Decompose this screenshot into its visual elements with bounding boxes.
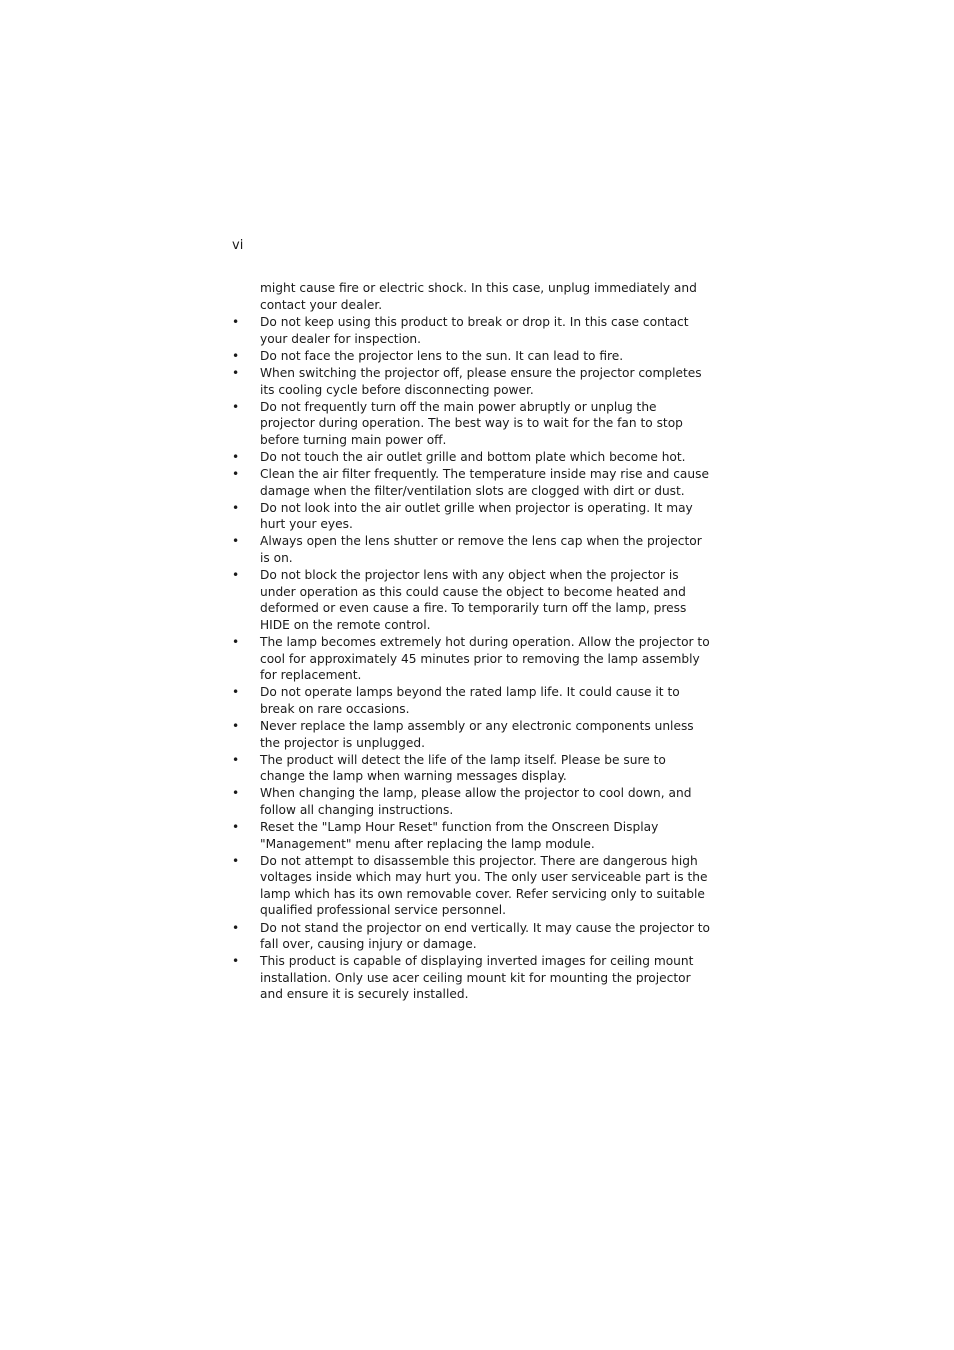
bullet-icon: •: [232, 820, 240, 834]
list-item-text: When changing the lamp, please allow the projector to cool down, and follow all changing instructions.: [260, 786, 692, 817]
list-item-text: The lamp becomes extremely hot during operation. Allow the projector to cool for approximately 45 minutes prior to removing the lamp assembly for replacement.: [260, 634, 710, 683]
list-item: [232, 684, 710, 717]
list-item: [232, 399, 710, 449]
bullet-icon: •: [232, 315, 240, 330]
bullet-icon: •: [232, 534, 240, 549]
list-item: [232, 533, 710, 566]
bullet-icon: •: [232, 568, 240, 583]
list-item-text: Do not keep using this product to break or drop it. In this case contact your dealer for inspection.: [260, 315, 689, 346]
list-item-text: The product will detect the life of the lamp itself. Please be sure to change the lamp when warning messages display.: [260, 752, 666, 784]
list-item-text: Do not face the projector lens to the sun. It can lead to fire.: [260, 348, 624, 363]
list-item: [232, 567, 710, 633]
list-item-text: When switching the projector off, please ensure the projector completes its cooling cycle before disconnecting power.: [260, 365, 702, 397]
list-item-text: Do not stand the projector on end vertically. It may cause the projector to fall over, causing injury or damage.: [260, 920, 710, 952]
bullet-icon: •: [232, 500, 240, 515]
list-item-text: Do not attempt to disassemble this projector. There are dangerous high voltages inside which may hurt you. The only user serviceable part is the lamp which has its own removable cover. Refer servicing only to suitable qualified professional service personnel.: [260, 853, 708, 918]
bullet-icon: •: [232, 954, 240, 969]
list-item: [232, 348, 710, 365]
bullet-icon: •: [232, 634, 240, 649]
bullet-icon: •: [232, 449, 240, 464]
list-item: [232, 314, 710, 347]
list-item-text: This product is capable of displaying inverted images for ceiling mount installation. Only use acer ceiling mount kit for mounting the projector and ensure it is securely installed.: [260, 954, 694, 1002]
list-item-text: Always open the lens shutter or remove the lens cap when the projector is on.: [260, 534, 702, 565]
bullet-icon: •: [232, 718, 240, 733]
bullet-icon: •: [232, 365, 240, 380]
continuation-paragraph: might cause fire or electric shock. In this case, unplug immediately and contact your dealer.: [260, 281, 697, 312]
bullet-icon: •: [232, 685, 240, 700]
bullet-icon: •: [232, 920, 240, 935]
list-item: [232, 500, 710, 533]
list-item: [232, 785, 710, 818]
bullet-icon: •: [232, 752, 240, 767]
list-item: [232, 466, 710, 499]
list-item: [232, 718, 710, 751]
safety-bullet-list: [232, 314, 710, 1003]
list-item: [232, 920, 710, 953]
list-item-text: Reset the "Lamp Hour Reset" function from the Onscreen Display "Management" menu after replacing the lamp module.: [260, 820, 659, 851]
list-item-text: Do not frequently turn off the main power abruptly or unplug the projector during operation. The best way is to wait for the fan to stop before turning main power off.: [260, 399, 683, 447]
page-number: vi: [232, 238, 244, 253]
list-item: [232, 752, 710, 785]
safety-instructions: [232, 280, 710, 1004]
bullet-icon: •: [232, 399, 240, 414]
list-item-text: Do not block the projector lens with any object when the projector is under operation as this could cause the object to become heated and deformed or even cause a fire. To temporarily turn off the lamp, press HIDE on the remote control.: [260, 568, 687, 632]
list-item-text: Clean the air filter frequently. The temperature inside may rise and cause damage when the filter/ventilation slots are clogged with dirt or dust.: [260, 467, 709, 498]
list-item: [232, 365, 710, 398]
list-item: [232, 634, 710, 684]
list-item: [232, 449, 710, 466]
list-item-text: Do not touch the air outlet grille and bottom plate which become hot.: [260, 449, 686, 464]
list-item-text: Do not operate lamps beyond the rated lamp life. It could cause it to break on rare occasions.: [260, 685, 680, 716]
bullet-icon: •: [232, 348, 240, 363]
bullet-icon: •: [232, 853, 240, 868]
bullet-icon: •: [232, 786, 240, 801]
list-item: [232, 853, 710, 919]
bullet-icon: •: [232, 467, 240, 482]
list-item: [232, 819, 710, 852]
list-item-text: Never replace the lamp assembly or any electronic components unless the projector is unplugged.: [260, 718, 694, 750]
list-item: [232, 953, 710, 1003]
list-item-text: Do not look into the air outlet grille when projector is operating. It may hurt your eyes.: [260, 500, 693, 532]
